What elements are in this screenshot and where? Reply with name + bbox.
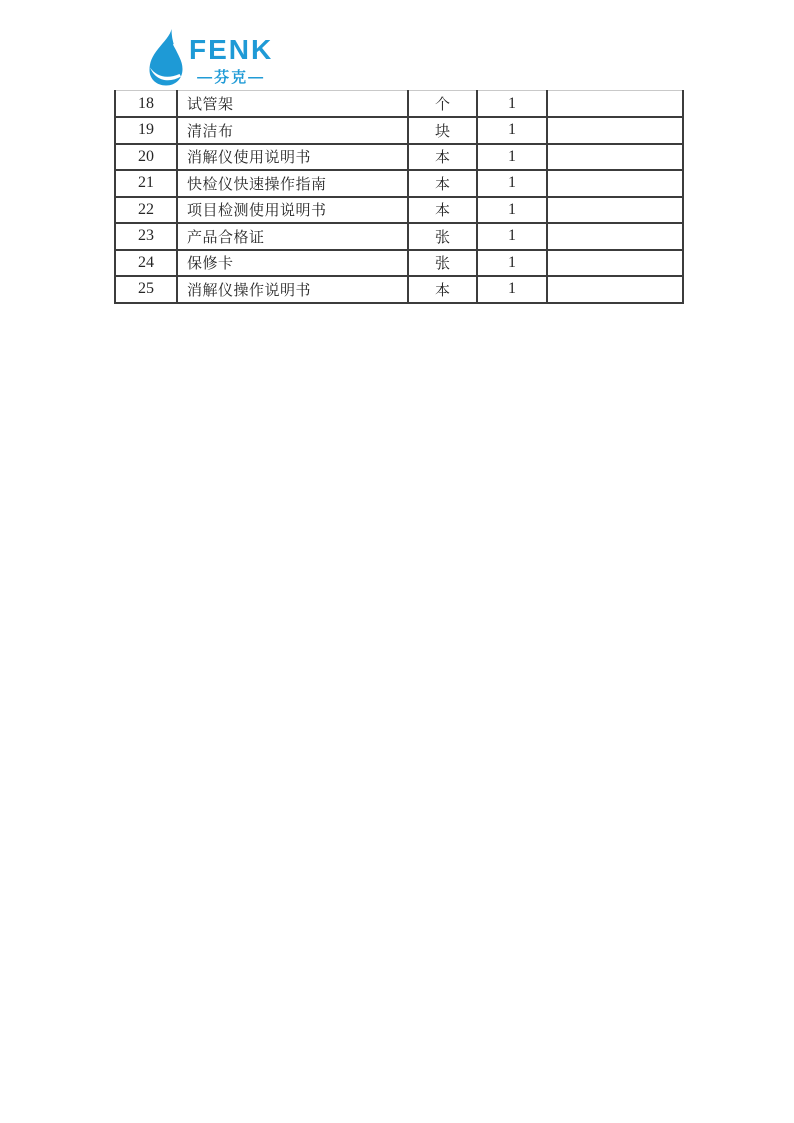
- item-name: 清洁布: [177, 117, 408, 144]
- item-note: [547, 223, 683, 250]
- item-note: [547, 144, 683, 171]
- item-quantity: 1: [477, 91, 547, 118]
- item-unit: 张: [408, 250, 477, 277]
- row-number: 20: [115, 144, 177, 171]
- water-drop-icon: [149, 29, 183, 86]
- row-number: 21: [115, 170, 177, 197]
- item-note: [547, 170, 683, 197]
- row-number: 18: [115, 91, 177, 118]
- logo-brand-name: FENK: [189, 34, 274, 65]
- item-unit: 本: [408, 197, 477, 224]
- item-note: [547, 117, 683, 144]
- row-number: 25: [115, 276, 177, 303]
- item-quantity: 1: [477, 276, 547, 303]
- row-number: 22: [115, 197, 177, 224]
- item-name: 快检仪快速操作指南: [177, 170, 408, 197]
- item-unit: 本: [408, 170, 477, 197]
- item-name: 消解仪操作说明书: [177, 276, 408, 303]
- item-quantity: 1: [477, 170, 547, 197]
- table-row: [115, 197, 683, 224]
- row-number: 24: [115, 250, 177, 277]
- logo-text: [189, 36, 273, 87]
- item-note: [547, 91, 683, 118]
- item-unit: 块: [408, 117, 477, 144]
- table-row: [115, 223, 683, 250]
- table-row: [115, 250, 683, 277]
- logo-subtitle: —芬克—: [197, 69, 266, 86]
- item-unit: 个: [408, 91, 477, 118]
- table-row: [115, 91, 683, 118]
- item-quantity: 1: [477, 144, 547, 171]
- item-name: 消解仪使用说明书: [177, 144, 408, 171]
- item-quantity: 1: [477, 223, 547, 250]
- row-number: 23: [115, 223, 177, 250]
- item-name: 保修卡: [177, 250, 408, 277]
- items-table: [114, 90, 684, 304]
- row-number: 19: [115, 117, 177, 144]
- table-row: [115, 117, 683, 144]
- item-name: 项目检测使用说明书: [177, 197, 408, 224]
- item-quantity: 1: [477, 117, 547, 144]
- item-unit: 张: [408, 223, 477, 250]
- item-name: 试管架: [177, 91, 408, 118]
- items-table-body: [115, 91, 683, 303]
- table-row: [115, 170, 683, 197]
- item-quantity: 1: [477, 197, 547, 224]
- item-note: [547, 250, 683, 277]
- logo: [149, 29, 273, 87]
- table-row: [115, 144, 683, 171]
- item-note: [547, 276, 683, 303]
- item-note: [547, 197, 683, 224]
- item-unit: 本: [408, 276, 477, 303]
- item-name: 产品合格证: [177, 223, 408, 250]
- table-row: [115, 276, 683, 303]
- item-unit: 本: [408, 144, 477, 171]
- item-quantity: 1: [477, 250, 547, 277]
